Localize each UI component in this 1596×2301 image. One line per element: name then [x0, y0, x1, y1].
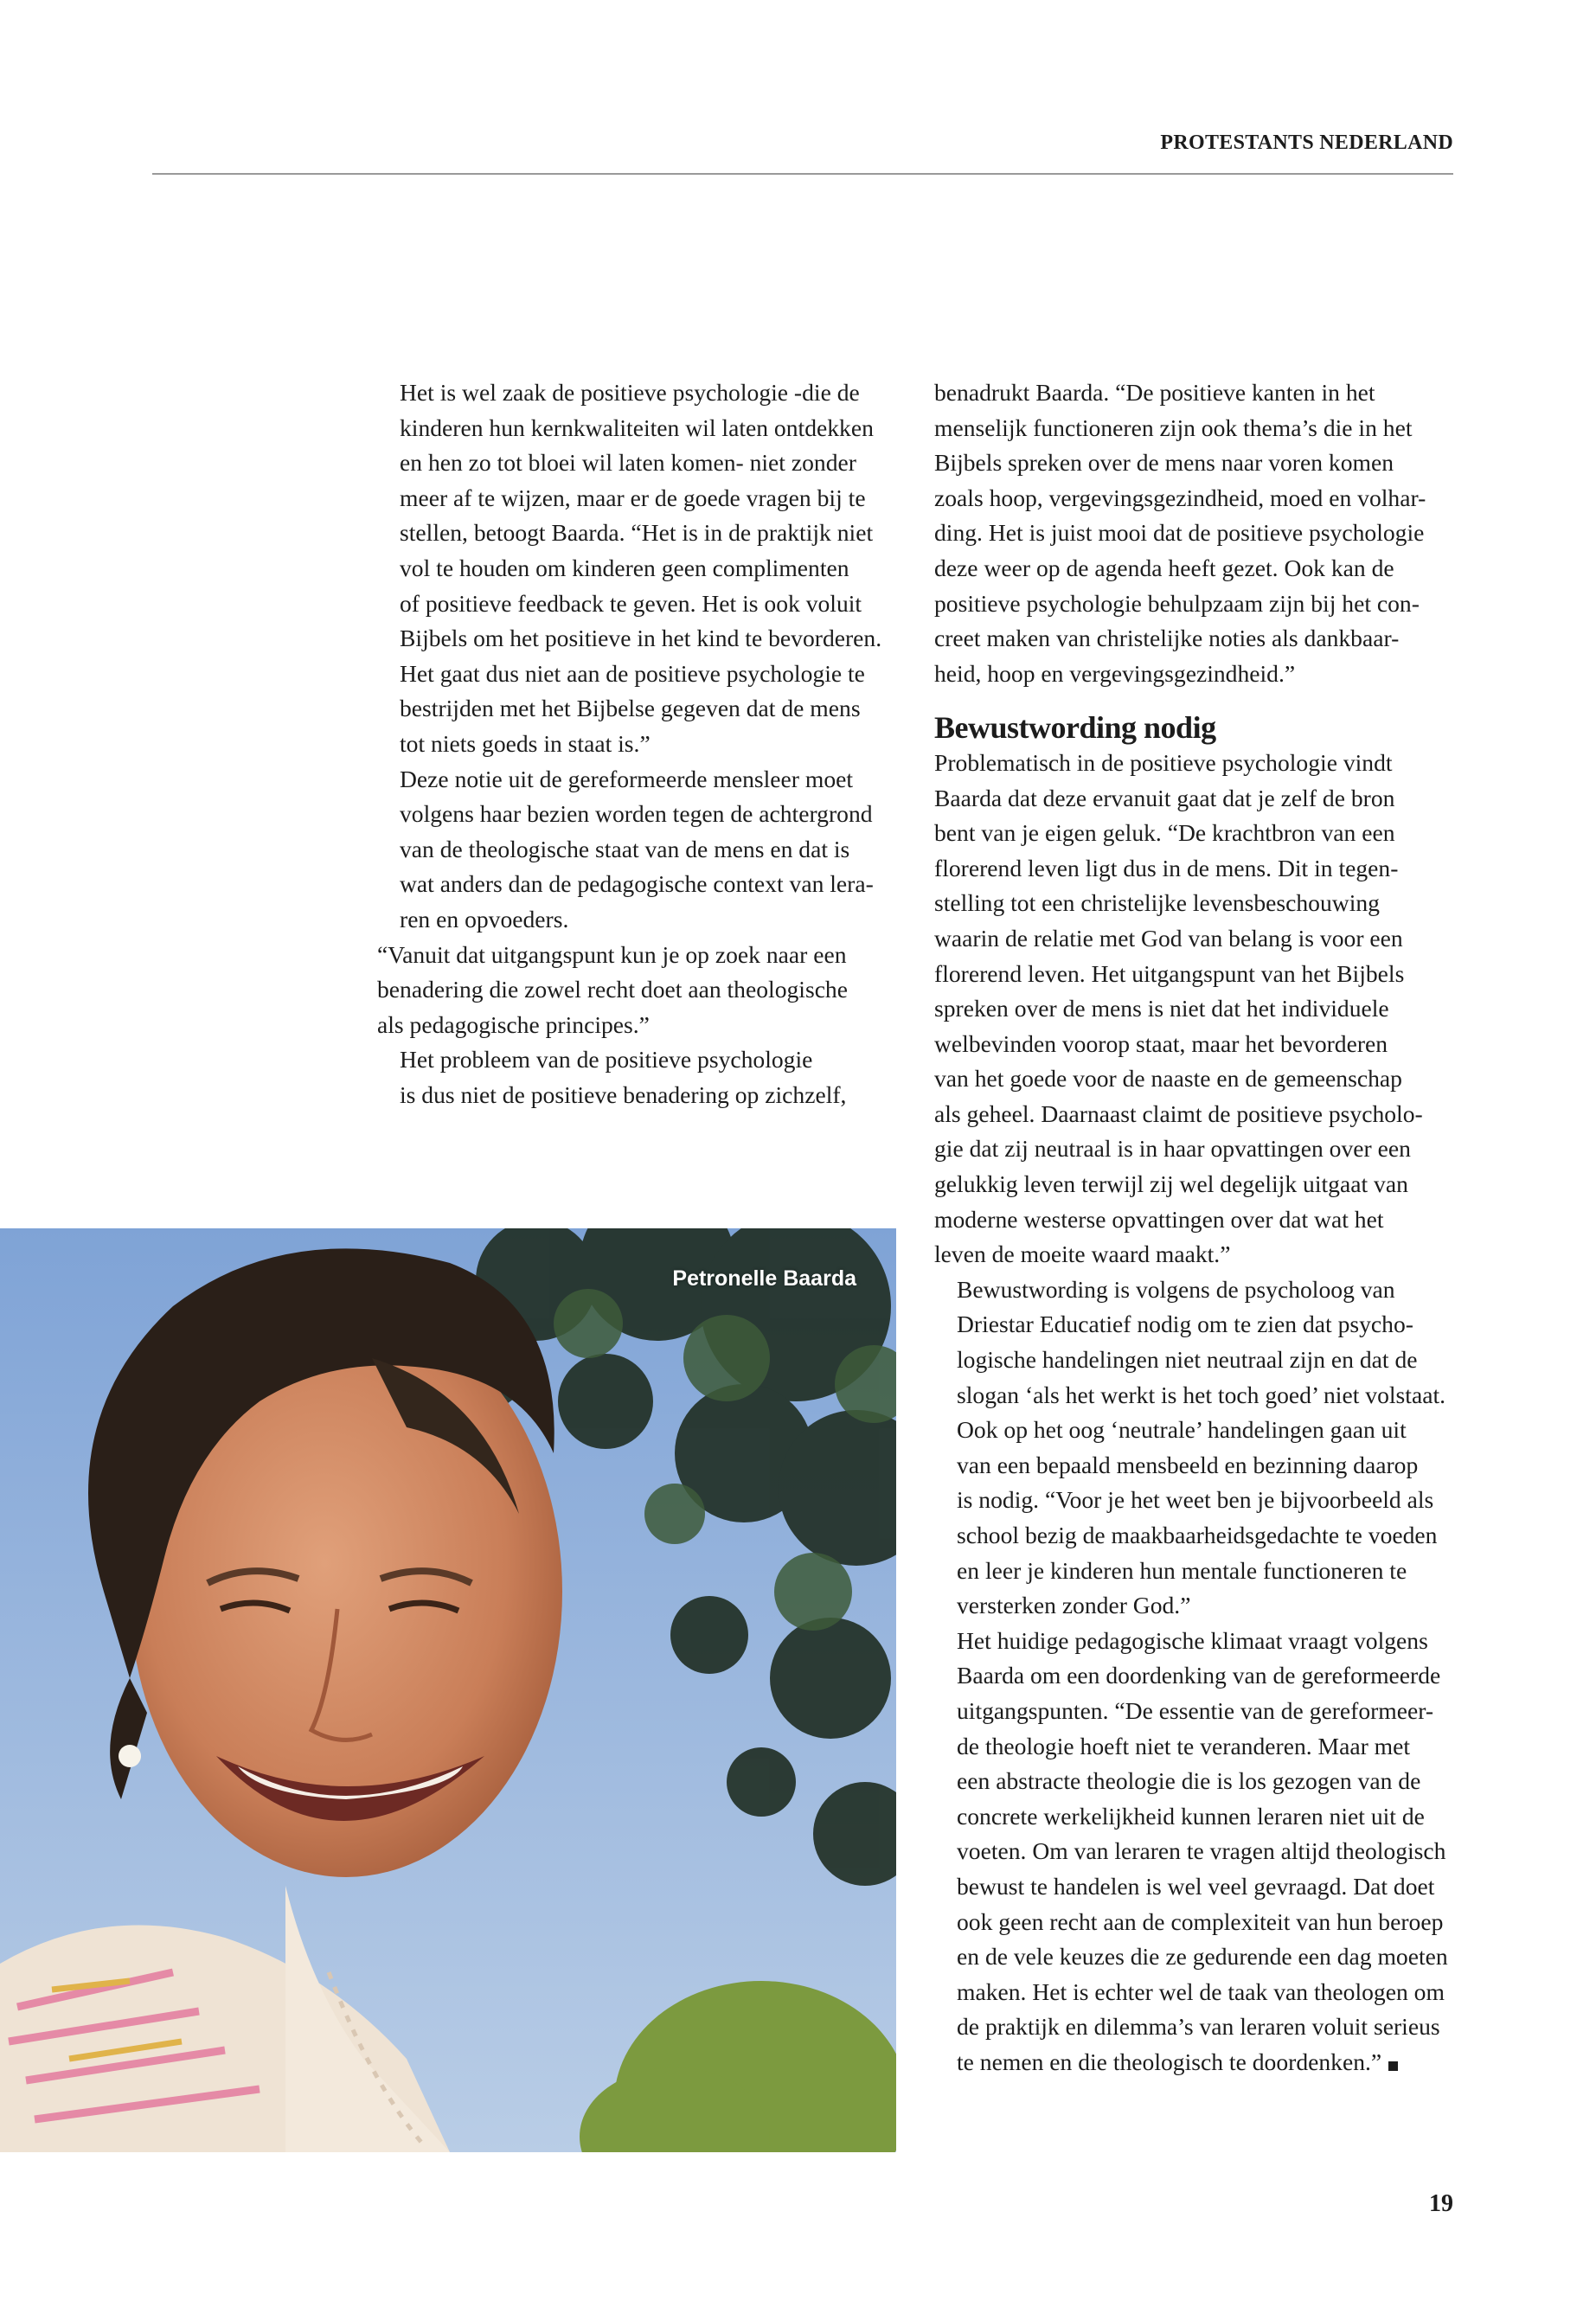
text-line: Het gaat dus niet aan de positieve psychologie te [400, 659, 865, 687]
text-line: kinderen hun kernkwaliteiten wil laten ontdekken [400, 413, 874, 441]
text-line: Problematisch in de positieve psychologie vindt [934, 748, 1393, 776]
text-line: is nodig. “Voor je het weet ben je bijvoorbeeld als [957, 1486, 1434, 1514]
text-line: Bijbels spreken over de mens naar voren komen [934, 449, 1394, 477]
text-line: bestrijden met het Bijbelse gegeven dat de mens [400, 695, 861, 722]
text-line: spreken over de mens is niet dat het individuele [934, 995, 1389, 1022]
text-line: en de vele keuzes die ze gedurende een dag moeten [957, 1943, 1448, 1971]
text-line: te nemen en die theologisch te doordenken.” [957, 2048, 1382, 2075]
text-line: Bewustwording is volgens de psycholoog van [957, 1275, 1395, 1303]
paragraph-3 [377, 938, 888, 1043]
text-line: of positieve feedback te geven. Het is ook voluit [400, 589, 862, 617]
text-line: florerend leven. Het uitgangspunt van het Bijbels [934, 959, 1405, 987]
text-line: heid, hoop en vergevingsgezindheid.” [934, 659, 1296, 687]
text-line: tot niets goeds in staat is.” [400, 729, 651, 757]
text-line: als geheel. Daarnaast claimt de positieve psycholo- [934, 1099, 1423, 1127]
text-line: Deze notie uit de gereformeerde mensleer moet [400, 765, 854, 792]
text-line: van de theologische staat van de mens en dat is [400, 835, 850, 862]
text-line: maken. Het is echter wel de taak van theologen om [957, 1977, 1445, 2005]
text-line: is dus niet de positieve benadering op zichzelf, [400, 1080, 847, 1108]
text-line: school bezig de maakbaarheidsgedachte te voeden [957, 1522, 1438, 1548]
text-line: welbevinden voorop staat, maar het bevorderen [934, 1029, 1388, 1057]
text-line: volgens haar bezien worden tegen de achtergrond [400, 800, 873, 828]
text-line: voeten. Om van leraren te vragen altijd theologisch [957, 1837, 1446, 1865]
text-line: stelling tot een christelijke levensbeschouwing [934, 889, 1380, 917]
text-line: Ook op het oog ‘neutrale’ handelingen gaan uit [957, 1416, 1407, 1444]
text-line: Het huidige pedagogische klimaat vraagt volgens [957, 1626, 1428, 1654]
text-line: als pedagogische principes.” [377, 1010, 650, 1038]
paragraph-2 [377, 762, 888, 938]
text-line: leven de moeite waard maakt.” [934, 1240, 1231, 1268]
text-line: stellen, betoogt Baarda. “Het is in de praktijk niet [400, 519, 874, 547]
text-line: van een bepaald mensbeeld en bezinning daarop [957, 1451, 1419, 1478]
text-line: gie dat zij neutraal is in haar opvattingen over een [934, 1135, 1411, 1163]
left-column [377, 375, 888, 1112]
paragraph-8 [934, 1624, 1453, 2080]
text-line: slogan ‘als het werkt is het toch goed’ niet volstaat. [957, 1381, 1446, 1408]
paragraph-1 [377, 375, 888, 762]
paragraph-6 [934, 746, 1453, 1272]
text-line: waarin de relatie met God van belang is voor een [934, 924, 1403, 952]
text-line: deze weer op de agenda heeft gezet. Ook kan de [934, 554, 1394, 581]
paragraph-7 [934, 1272, 1453, 1624]
text-line: “Vanuit dat uitgangspunt kun je op zoek naar een [377, 940, 847, 968]
text-line: benadrukt Baarda. “De positieve kanten in het [934, 379, 1375, 406]
text-line: florerend leven ligt dus in de mens. Dit in tegen- [934, 854, 1399, 881]
text-line: en leer je kinderen hun mentale functioneren te [957, 1556, 1407, 1584]
text-line: moderne westerse opvattingen over dat wat het [934, 1205, 1384, 1233]
text-line: concrete werkelijkheid kunnen leraren niet uit de [957, 1802, 1425, 1830]
portrait-illustration [0, 1228, 896, 2152]
text-line: vol te houden om kinderen geen complimenten [400, 554, 849, 581]
text-line: Het probleem van de positieve psychologie [400, 1046, 813, 1074]
text-line: een abstracte theologie die is los gezogen van de [957, 1767, 1421, 1795]
text-line: creet maken van christelijke noties als dankbaar- [934, 625, 1400, 652]
paragraph-4 [377, 1042, 888, 1112]
text-line: wat anders dan de pedagogische context van lera- [400, 870, 874, 898]
section-heading: Bewustwording nodig [934, 710, 1216, 746]
text-line: uitgangspunten. “De essentie van de gereformeer- [957, 1696, 1434, 1724]
last-text-line [934, 2045, 1453, 2080]
text-line: bewust te handelen is wel veel gevraagd. Dat doet [957, 1872, 1435, 1900]
running-header: PROTESTANTS NEDERLAND [1160, 131, 1453, 154]
text-line: de praktijk en dilemma’s van leraren voluit serieus [957, 2013, 1440, 2041]
text-line: menselijk functioneren zijn ook thema’s die in het [934, 413, 1413, 441]
text-line: Het is wel zaak de positieve psychologie -die de [400, 379, 860, 406]
text-line: Baarda dat deze ervanuit gaat dat je zelf de bron [934, 784, 1395, 811]
end-of-article-mark [1388, 2061, 1398, 2071]
text-line: ook geen recht aan de complexiteit van hun beroep [957, 1907, 1444, 1935]
text-line: Bijbels om het positieve in het kind te bevorderen. [400, 625, 882, 652]
portrait-photo [0, 1228, 896, 2152]
text-line: van het goede voor de naaste en de gemeenschap [934, 1065, 1402, 1093]
text-line: positieve psychologie behulpzaam zijn bij het con- [934, 589, 1420, 617]
header-rule [152, 173, 1453, 175]
text-line: benadering die zowel recht doet aan theologische [377, 976, 848, 1003]
text-line: logische handelingen niet neutraal zijn en dat de [957, 1346, 1418, 1374]
text-line: Driestar Educatief nodig om te zien dat psycho- [957, 1311, 1413, 1338]
text-line: bent van je eigen geluk. “De krachtbron van een [934, 819, 1395, 847]
page-number: 19 [1429, 2190, 1453, 2217]
text-line: versterken zonder God.” [957, 1592, 1191, 1619]
right-column [934, 375, 1453, 2080]
text-line: en hen zo tot bloei wil laten komen- niet zonder [400, 449, 856, 477]
text-line: zoals hoop, vergevingsgezindheid, moed en volhar- [934, 484, 1426, 511]
text-line: ding. Het is juist mooi dat de positieve psychologie [934, 519, 1425, 547]
text-line: gelukkig leven terwijl zij wel degelijk uitgaat van [934, 1170, 1408, 1198]
photo-caption: Petronelle Baarda [672, 1266, 856, 1291]
text-line: meer af te wijzen, maar er de goede vragen bij te [400, 484, 866, 511]
paragraph-5 [934, 375, 1453, 691]
text-line: ren en opvoeders. [400, 905, 569, 933]
text-line: Baarda om een doordenking van de gereformeerde [957, 1662, 1441, 1689]
text-line: de theologie hoeft niet te veranderen. Maar met [957, 1732, 1411, 1759]
